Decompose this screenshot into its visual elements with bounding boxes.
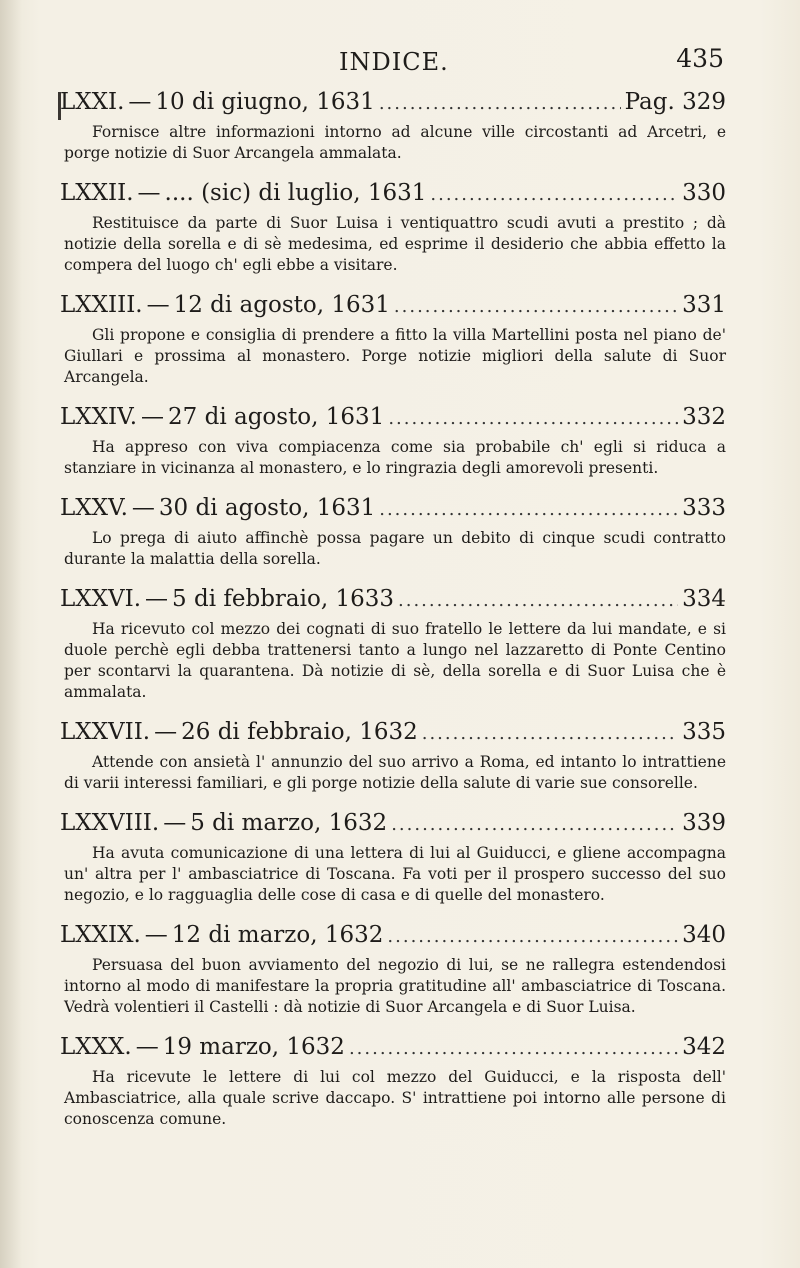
entry-date: 10 di giugno, 1631: [155, 89, 375, 115]
entry-page: 335: [682, 719, 726, 745]
entry-date: 19 marzo, 1632: [162, 1034, 345, 1060]
dot-leader: [430, 180, 678, 209]
index-entry: [60, 1033, 726, 1130]
running-title: INDICE.: [339, 48, 449, 76]
page-number: 435: [676, 44, 724, 73]
entry-page: 333: [682, 495, 726, 521]
index-entry: [60, 585, 726, 703]
entry-heading: [60, 1033, 726, 1063]
entry-summary: Attende con ansietà l' annunzio del suo arrivo a Roma, ed intanto lo intrattiene di varii interessi familiari, e gli porge notizie della salute di varie sue consorelle.: [64, 753, 726, 792]
entry-summary: Ha avuta comunicazione di una lettera di lui al Guiducci, e gliene accompagna un' altra per l' ambasciatrice di Toscana. Fa voti per il prospero successo del suo negozio, e lo ragguaglia delle cose di casa e di quelle del monastero.: [64, 844, 726, 904]
entry-page: 334: [682, 586, 726, 612]
page-header: [0, 44, 800, 82]
entry-number: LXXI.: [60, 89, 125, 115]
dash-separator: —: [128, 89, 152, 115]
index-entry: [60, 403, 726, 479]
entry-page: 332: [682, 404, 726, 430]
entry-date: 27 di agosto, 1631: [168, 404, 385, 430]
entry-page: Pag. 329: [624, 89, 726, 115]
entry-summary: Ha ricevute le lettere di lui col mezzo del Guiducci, e la risposta dell' Ambasciatrice, alla quale scrive daccapo. S' intrattiene poi intorno alle persone di conoscenza comune.: [64, 1068, 726, 1128]
entry-date: 26 di febbraio, 1632: [181, 719, 418, 745]
dash-separator: —: [145, 586, 169, 612]
index-entry: [60, 179, 726, 276]
dot-leader: [379, 495, 678, 524]
dash-separator: —: [135, 1034, 159, 1060]
binding-shadow: [0, 0, 22, 1268]
entry-heading: [60, 809, 726, 839]
dot-leader: [388, 404, 678, 433]
entry-date: 12 di marzo, 1632: [171, 922, 384, 948]
index-entry: [60, 921, 726, 1018]
entry-heading: [60, 921, 726, 951]
index-entry: [60, 88, 726, 164]
entry-number: LXXIII.: [60, 292, 143, 318]
entry-heading: [60, 179, 726, 209]
index-entry: [60, 809, 726, 906]
dash-separator: —: [154, 719, 178, 745]
index-entry: [60, 291, 726, 388]
dash-separator: —: [146, 292, 170, 318]
entry-summary: Ha appreso con viva compiacenza come sia probabile ch' egli si riduca a stanziare in vicinanza al monastero, e lo ringrazia degli amorevoli presenti.: [64, 438, 726, 477]
entry-page: 342: [682, 1034, 726, 1060]
dot-leader: [387, 922, 678, 951]
entry-heading: [60, 291, 726, 321]
entry-date: 5 di marzo, 1632: [190, 810, 388, 836]
entry-summary: Fornisce altre informazioni intorno ad alcune ville circostanti ad Arcetri, e porge notizie di Suor Arcangela ammalata.: [64, 123, 726, 162]
dot-leader: [379, 89, 621, 118]
entry-page: 339: [682, 810, 726, 836]
entry-number: LXXIV.: [60, 404, 138, 430]
entry-number: LXXVI.: [60, 586, 142, 612]
entry-heading: [60, 585, 726, 615]
entry-number: LXXX.: [60, 1034, 132, 1060]
entry-summary: Ha ricevuto col mezzo dei cognati di suo fratello le lettere da lui mandate, e si duole perchè egli debba trattenersi tanto a lungo nel lazzaretto di Ponte Centino per scontarvi la quarantena. Dà notizie di sè, della sorella e di Suor Luisa che è ammalata.: [64, 620, 726, 701]
dot-leader: [391, 810, 678, 839]
dash-separator: —: [163, 810, 187, 836]
entry-number: LXXIX.: [60, 922, 141, 948]
index-entry: [60, 718, 726, 794]
entry-number: LXXII.: [60, 180, 134, 206]
dot-leader: [398, 586, 678, 615]
entry-heading: [60, 403, 726, 433]
entry-number: LXXV.: [60, 495, 128, 521]
dot-leader: [349, 1034, 678, 1063]
entry-summary: Lo prega di aiuto affinchè possa pagare un debito di cinque scudi contratto durante la malattia della sorella.: [64, 529, 726, 568]
entry-page: 340: [682, 922, 726, 948]
entry-summary: Persuasa del buon avviamento del negozio di lui, se ne rallegra estendendosi intorno al modo di manifestare la propria gratitudine all' ambasciatrice di Toscana. Vedrà volentieri il Castelli : dà notizie di Suor Arcangela e di Suor Luisa.: [64, 956, 726, 1016]
index-entries: [60, 88, 726, 1145]
entry-summary: Gli propone e consiglia di prendere a fitto la villa Martellini posta nel piano de' Giullari e prossima al monastero. Porge notizie migliori della salute di Suor Arcangela.: [64, 326, 726, 386]
dash-separator: —: [137, 180, 161, 206]
entry-page: 331: [682, 292, 726, 318]
dot-leader: [394, 292, 678, 321]
index-entry: [60, 494, 726, 570]
entry-date: 30 di agosto, 1631: [158, 495, 376, 521]
entry-page: 330: [682, 180, 726, 206]
entry-date: .... (sic) di luglio, 1631: [164, 180, 427, 206]
dash-separator: —: [131, 495, 155, 521]
entry-number: LXXVII.: [60, 719, 151, 745]
dot-leader: [422, 719, 678, 748]
entry-date: 12 di agosto, 1631: [173, 292, 390, 318]
dash-separator: —: [144, 922, 168, 948]
dash-separator: —: [141, 404, 165, 430]
entry-heading: [60, 494, 726, 524]
entry-number: LXXVIII.: [60, 810, 160, 836]
entry-date: 5 di febbraio, 1633: [172, 586, 395, 612]
entry-summary: Restituisce da parte di Suor Luisa i ventiquattro scudi avuti a prestito ; dà notizie della sorella e di sè medesima, ed esprime il desiderio che abbia effetto la compera del luogo ch' egli ebbe a visitare.: [64, 214, 726, 274]
entry-heading: [60, 718, 726, 748]
entry-heading: [60, 88, 726, 118]
